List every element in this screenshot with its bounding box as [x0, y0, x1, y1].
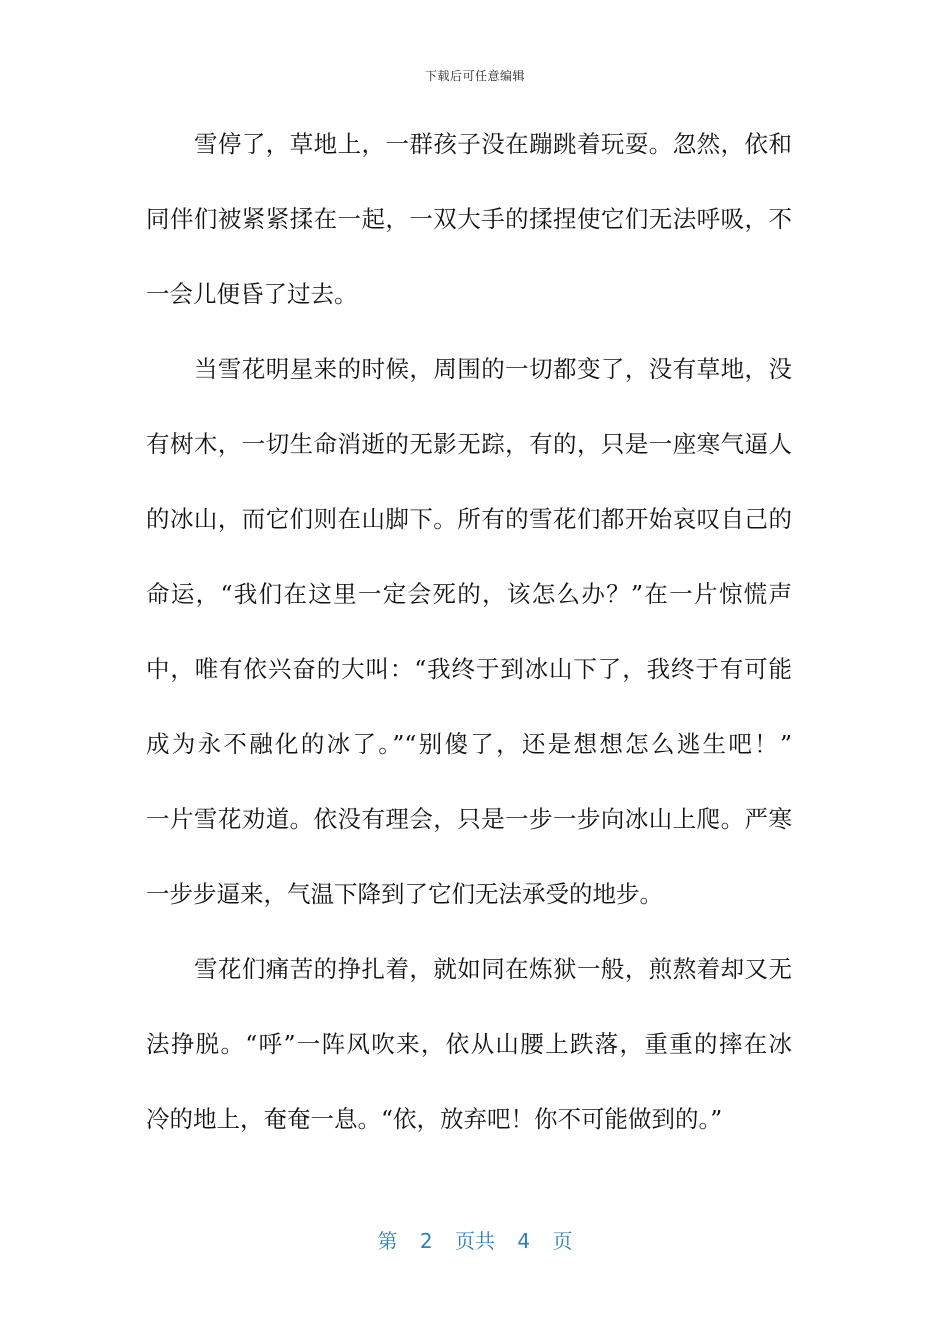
page-footer — [0, 1225, 950, 1254]
footer-current-page: 2 — [419, 1229, 433, 1253]
paragraph-2-line-2: 有树木，一切生命消逝的无影无踪，有的，只是一座寒气逼人 — [146, 430, 792, 458]
paragraph-3-line-1: 雪花们痛苦的挣扎着，就如同在炼狱一般，煎熬着却又无 — [194, 955, 792, 983]
paragraph-1-line-3: 一会儿便昏了过去。 — [146, 280, 358, 308]
paragraph-2-line-6: 成为永不融化的冰了。”“别傻了，还是想想怎么逃生吧！” — [146, 730, 792, 758]
footer-middle: 页共 — [455, 1229, 495, 1253]
paragraph-2-line-8: 一步步逼来，气温下降到了它们无法承受的地步。 — [146, 880, 663, 908]
paragraph-1-line-2: 同伴们被紧紧揉在一起，一双大手的揉捏使它们无法呼吸，不 — [146, 205, 792, 233]
paragraph-2-line-1: 当雪花明星来的时候，周围的一切都变了，没有草地，没 — [194, 355, 792, 383]
paragraph-1-line-1: 雪停了，草地上，一群孩子没在蹦跳着玩耍。忽然，依和 — [194, 130, 792, 158]
paragraph-2-line-5: 中，唯有依兴奋的大叫：“我终于到冰山下了，我终于有可能 — [146, 655, 792, 683]
footer-suffix: 页 — [552, 1229, 573, 1253]
paragraph-2-line-4: 命运，“我们在这里一定会死的，该怎么办？”在一片惊慌声 — [146, 580, 792, 608]
paragraph-2-line-7: 一片雪花劝道。依没有理会，只是一步一步向冰山上爬。严寒 — [146, 805, 792, 833]
paragraph-3-line-2: 法挣脱。“呼”一阵风吹来，依从山腰上跌落，重重的摔在冰 — [146, 1030, 792, 1058]
footer-prefix: 第 — [377, 1229, 398, 1253]
footer-total-pages: 4 — [517, 1229, 531, 1253]
paragraph-2-line-3: 的冰山，而它们则在山脚下。所有的雪花们都开始哀叹自己的 — [146, 505, 792, 533]
page-header: 下载后可任意编辑 — [424, 69, 525, 83]
paragraph-3-line-3: 冷的地上，奄奄一息。“依，放弃吧！你不可能做到的。” — [146, 1105, 723, 1133]
